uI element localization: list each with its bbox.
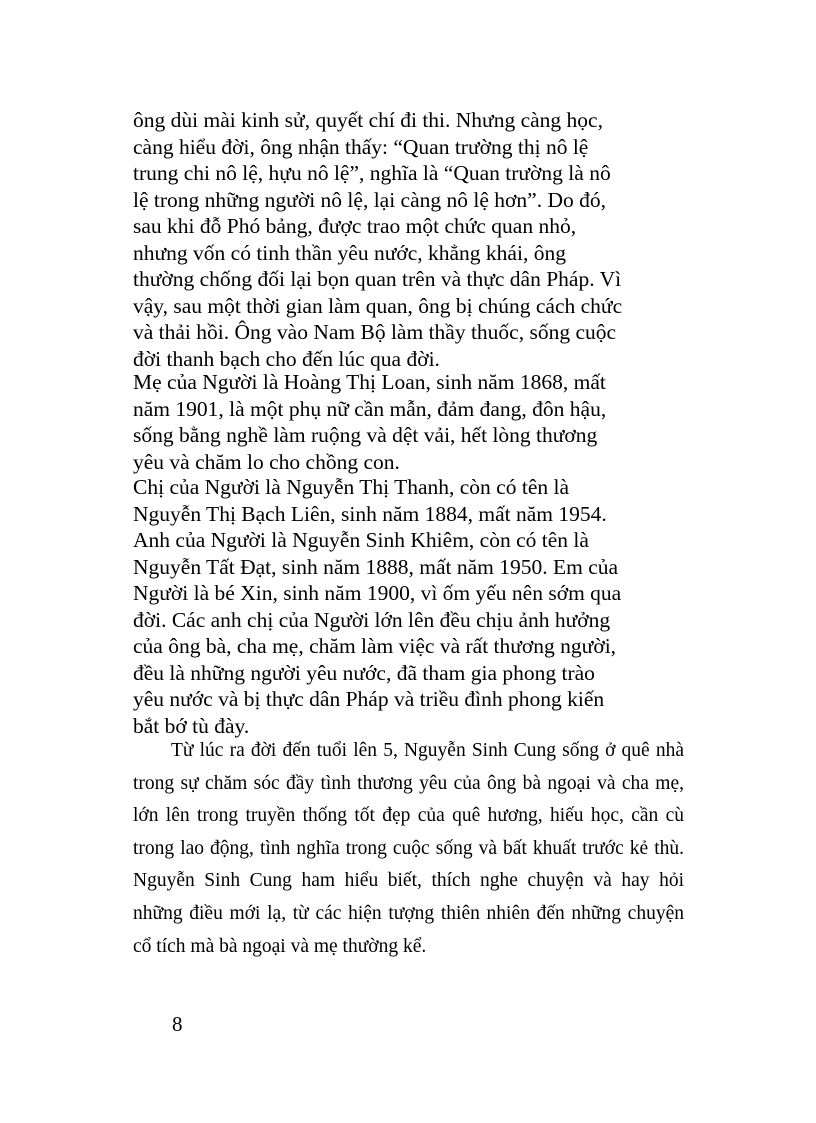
text-line: vậy, sau một thời gian làm quan, ông bị chúng cách chức bbox=[133, 293, 623, 318]
text-line: càng hiểu đời, ông nhận thấy: “Quan trường thị nô lệ bbox=[133, 134, 589, 159]
page-number: 8 bbox=[172, 1012, 183, 1036]
text-line: yêu và chăm lo cho chồng con. bbox=[133, 449, 400, 474]
text-line: đều là những người yêu nước, đã tham gia phong trào bbox=[133, 660, 595, 685]
text-line: trung chi nô lệ, hựu nô lệ”, nghĩa là “Quan trường là nô bbox=[133, 161, 611, 185]
text-line: lệ trong những người nô lệ, lại càng nô lệ hơn”. Do đó, bbox=[133, 187, 606, 212]
text-line: Người là bé Xin, sinh năm 1900, vì ốm yếu nên sớm qua bbox=[133, 581, 622, 605]
text-line: đời thanh bạch cho đến lúc qua đời. bbox=[133, 346, 440, 371]
text-line: bắt bớ tù đày. bbox=[133, 713, 250, 738]
paragraph-siblings bbox=[133, 474, 681, 739]
text-line: sau khi đỗ Phó bảng, được trao một chức quan nhỏ, bbox=[133, 214, 577, 238]
text-line: thường chống đối lại bọn quan trên và thực dân Pháp. Vì bbox=[133, 267, 622, 291]
text-line: Mẹ của Người là Hoàng Thị Loan, sinh năm 1868, mất bbox=[133, 370, 606, 394]
text-line: năm 1901, là một phụ nữ cần mẫn, đảm đang, đôn hậu, bbox=[133, 396, 607, 421]
paragraph-mother bbox=[133, 369, 681, 475]
text-line: Chị của Người là Nguyễn Thị Thanh, còn có tên là bbox=[133, 475, 570, 499]
text-line: Nguyễn Thị Bạch Liên, sinh năm 1884, mất năm 1954. bbox=[133, 501, 607, 526]
text-line: và thải hồi. Ông vào Nam Bộ làm thầy thuốc, sống cuộc bbox=[133, 320, 617, 344]
text-line: sống bằng nghề làm ruộng và dệt vải, hết lòng thương bbox=[133, 423, 598, 447]
text-line: yêu nước và bị thực dân Pháp và triều đình phong kiến bbox=[133, 687, 605, 711]
text-line: Nguyễn Tất Đạt, sinh năm 1888, mất năm 1950. Em của bbox=[133, 554, 619, 579]
text-line: của ông bà, cha mẹ, chăm làm việc và rất thương người, bbox=[133, 634, 617, 658]
text-line: nhưng vốn có tinh thần yêu nước, khẳng khái, ông bbox=[133, 240, 566, 265]
paragraph-childhood: Từ lúc ra đời đến tuổi lên 5, Nguyễn Sinh Cung sống ở quê nhà trong sự chăm sóc đầy tình thương yêu của ông bà ngoại và cha mẹ, lớn lên trong truyền thống tốt đẹp của quê hương, hiếu học, cần cù trong lao động, tình nghĩa trong cuộc sống và bất khuất trước kẻ thù. Nguyễn Sinh Cung ham hiểu biết, thích nghe chuyện và hay hỏi những điều mới lạ, từ các hiện tượng thiên nhiên đến những chuyện cổ tích mà bà ngoại và mẹ thường kể. bbox=[133, 740, 684, 957]
text-line: ông dùi mài kinh sử, quyết chí đi thi. Nhưng càng học, bbox=[133, 108, 603, 132]
paragraph-father bbox=[133, 107, 681, 372]
text-line: Anh của Người là Nguyễn Sinh Khiêm, còn có tên là bbox=[133, 528, 589, 552]
text-line: đời. Các anh chị của Người lớn lên đều chịu ảnh hưởng bbox=[133, 607, 611, 632]
